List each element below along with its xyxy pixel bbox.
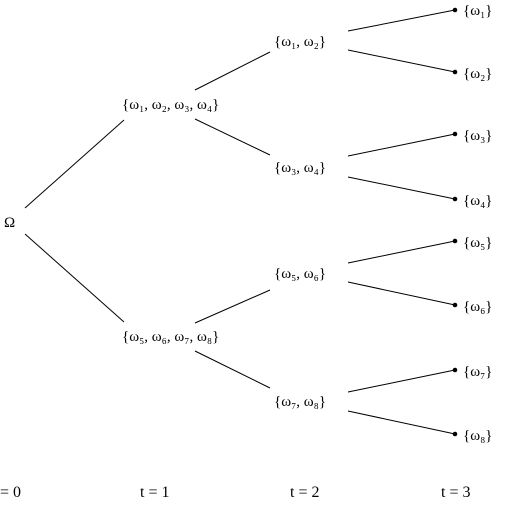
edge-node-2-to-node-56 — [195, 290, 270, 323]
leaf-node-label: {ω₁} — [463, 3, 493, 19]
leaf-dot-6 — [453, 303, 458, 308]
leaf-node-label: {ω₆} — [463, 299, 493, 315]
level2-node-label: {ω₅, ω₆} — [274, 266, 327, 282]
leaf-dot-5 — [453, 239, 458, 244]
leaf-node-label: {ω₇} — [463, 364, 493, 380]
edge-root-to-node-2 — [25, 234, 124, 322]
time-label-2: t = 2 — [290, 484, 320, 501]
time-label-1: t = 1 — [140, 484, 170, 501]
edge-node-56-to-leaf-6 — [348, 282, 455, 305]
leaf-node-label: {ω₈} — [463, 428, 493, 444]
level2-node-label: {ω₁, ω₂} — [274, 34, 327, 50]
edge-node-34-to-leaf-4 — [348, 177, 455, 199]
leaf-dot-4 — [453, 197, 458, 202]
leaf-dot-1 — [453, 8, 458, 13]
leaf-dot-2 — [453, 70, 458, 75]
root-node-label: Ω — [4, 215, 16, 231]
leaf-node-label: {ω₃} — [463, 128, 493, 144]
level2-node-label: {ω₃, ω₄} — [274, 160, 327, 176]
edge-node-2-to-node-78 — [195, 351, 270, 388]
leaf-dot-7 — [453, 368, 458, 373]
edge-node-78-to-leaf-7 — [348, 370, 455, 392]
level1-node-label: {ω₁, ω₂, ω₃, ω₄} — [122, 97, 220, 113]
edge-node-1-to-node-12 — [195, 52, 270, 90]
edge-node-34-to-leaf-3 — [348, 134, 455, 156]
leaf-node-label: {ω₅} — [463, 235, 493, 251]
leaf-node-label: {ω₂} — [463, 66, 493, 82]
edge-node-12-to-leaf-2 — [348, 50, 455, 72]
level2-node-label: {ω₇, ω₈} — [274, 394, 327, 410]
level1-node-label: {ω₅, ω₆, ω₇, ω₈} — [122, 329, 220, 345]
time-label-3: t = 3 — [441, 484, 471, 501]
leaf-dot-8 — [453, 432, 458, 437]
edge-node-1-to-node-34 — [195, 119, 270, 155]
edge-root-to-node-1 — [25, 120, 124, 208]
edge-node-56-to-leaf-5 — [348, 241, 455, 263]
time-label-0: = 0 — [0, 484, 22, 501]
edge-node-12-to-leaf-1 — [348, 10, 455, 31]
leaf-node-label: {ω₄} — [463, 193, 493, 209]
leaf-dot-3 — [453, 132, 458, 137]
edge-node-78-to-leaf-8 — [348, 411, 455, 434]
